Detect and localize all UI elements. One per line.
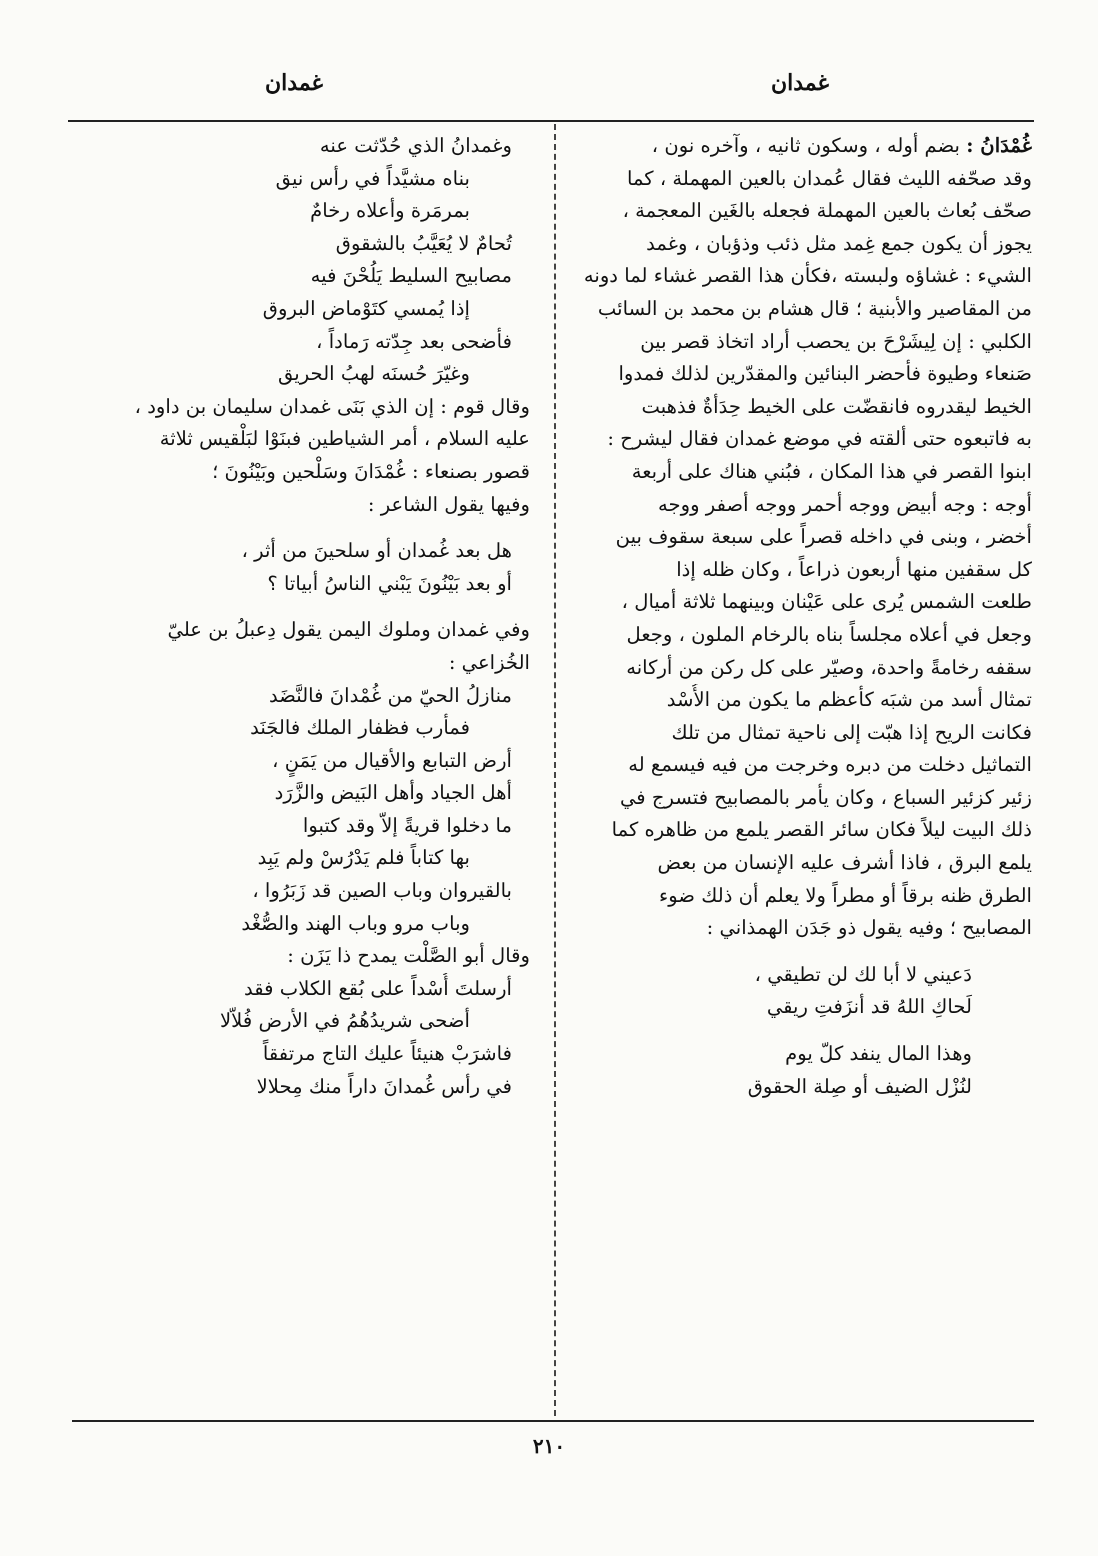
poem-line: فمأرب فظفار الملك فالجَنَد [250,716,470,740]
body-line: يجوز أن يكون جمع غِمد مثل ذئب وذؤبان ، وغمد [646,231,1032,255]
poem-line: وغيّرَ حُسنَه لهبُ الحريق [277,362,470,386]
footer-rule [72,1420,1034,1422]
poem-line: بالقيروان وباب الصين قد زَبَرُوا ، [252,879,512,903]
entry-line [570,130,1032,163]
poem-line: أو بعد بَيْنُونَ يَبْني الناسُ أبياتا ؟ [267,571,512,595]
body-line: وقال أبو الصَّلْت يمدح ذا يَزَن : [287,944,530,968]
entry-headword: غُمْدَانُ : [966,134,1032,157]
poem-line: فاشرَبْ هنيئاً عليك التاج مرتفقاً [262,1042,512,1066]
body-line: الشيء : غشاؤه ولبسته ،فكأن هذا القصر غشاء لما دونه [583,264,1032,288]
body-line: ذلك البيت ليلاً فكان سائر القصر يلمع من ظاهره كما [611,818,1032,842]
body-line: صحّف بُعاث بالعين المهملة فجعله بالغَين المعجمة ، [622,199,1032,223]
poem-line: بناه مشيَّداً في رأس نيق [275,166,470,190]
running-head-right: غمدان [770,70,830,96]
body-line: وفيها يقول الشاعر : [367,492,530,516]
spacer [78,521,530,535]
poem-line: في رأس غُمدانَ داراً منك مِحلالا [256,1074,512,1098]
spacer [570,1024,1032,1038]
poem-line: دَعيني لا أبا لك لن تطيقي ، [754,962,972,986]
poem-line: أضحى شريدُهُمُ في الأرض فُلاّلا [219,1009,470,1033]
poem-line: فأضحى بعد جِدّته رَماداً ، [316,329,512,353]
body-line: عليه السلام ، أمر الشياطين فبنَوْا لبَلْقيس ثلاثة [159,427,530,451]
poem-line: ما دخلوا قريةً إلاّ وقد كتبوا [302,813,512,837]
body-line: طلعت الشمس يُرى على عَيْنان وبينهما ثلاثة أميال ، [621,590,1032,614]
poem-line: تُحامٌ لا يُعَيَّبُ بالشقوق [335,231,512,255]
poem-line: بمرمَرة وأعلاه رخامٌ [310,199,470,223]
page-number: ٢١٠ [532,1434,566,1458]
body-line: ابنوا القصر في هذا المكان ، فبُني هناك على أربعة [631,459,1032,483]
body-line: المصابيح ؛ وفيه يقول ذو جَدَن الهمذاني : [706,916,1032,940]
body-line: وقد صحّفه الليث فقال عُمدان بالعين المهملة ، كما [626,166,1032,190]
body-line: كل سقفين منها أربعون ذراعاً ، وكان ظله إذا [676,557,1032,581]
body-line: فكانت الريح إذا هبّت إلى ناحية تمثال من تلك [671,720,1032,744]
poem-line: لنُزْل الضيف أو صِلة الحقوق [747,1074,972,1098]
body-line: من المقاصير والأبنية ؛ قال هشام بن محمد بن السائب [597,296,1032,320]
body-line: وجعل في أعلاه مجلساً بناه بالرخام الملون ، وجعل [626,622,1032,646]
body-line: وقال قوم : إن الذي بَنَى غمدان سليمان بن داود ، [134,394,530,418]
body-line: تمثال أسد من شبَه كأعظم ما يكون من الأُسْد [666,688,1032,712]
body-line: قصور بصنعاء : غُمْدَانَ وسَلْحين وبَيْنُونَ ؛ [212,459,530,483]
spacer [78,600,530,614]
body-line: زئير كزئير السباع ، وكان يأمر بالمصابيح فتسرج في [619,785,1032,809]
poem-line: أرسلتَ أُسْداً على بُقع الكلاب فقد [243,976,512,1000]
poem-line: لَحاكِ اللهُ قد أنزَفتِ ريقي [766,995,972,1019]
body-line: وفي غمدان وملوك اليمن يقول دِعبلُ بن عليّ [167,618,530,642]
poem-line: وغمدانُ الذي حُدّثت عنه [319,134,512,157]
poem-line: مصابيح السليط يَلُحْنَ فيه [310,264,512,288]
body-line: الخُزاعي : [448,650,530,674]
body-line: سقفه رخامةً واحدة، وصيّر على كل ركن من أركانه [626,655,1032,679]
body-line: صَنعاء وطيوة فأحضر البنائين والمقدّرين لذلك فمدوا [618,362,1032,386]
body-line: أخضر ، وبنى في داخله قصراً على سبعة سقوف بين [615,525,1032,549]
body-line: الخيط ليقدروه فانقضّت على الخيط حِدَأةٌ فذهبت [641,394,1032,418]
body-line: الكلبي : إن لِيشَرْحَ بن يحصب أراد اتخاذ قصر بين [640,329,1032,353]
poem-line: بها كتاباً فلم يَدْرُسْ ولم يَبِد [257,846,470,870]
header-rule [68,120,1034,122]
body-line: به فاتبعوه حتى ألقته في موضع غمدان فقال ليشرح : [607,427,1032,451]
poem-line: وباب مرو وباب الهند والصُّغْد [241,911,470,935]
poem-line: هل بعد غُمدان أو سلحينَ من أثر ، [241,539,512,563]
body-line: أوجه : وجه أبيض ووجه أحمر ووجه أصفر ووجه [658,492,1032,516]
left-column [78,130,530,1103]
body-line: التماثيل دخلت من دبره وخرجت من فيه فيسمع له [628,753,1032,777]
entry-line-text: بضم أوله ، وسكون ثانيه ، وآخره نون ، [651,134,961,157]
right-column [570,130,1032,1103]
poem-line: منازلُ الحيّ من غُمْدانَ فالنَّضَد [269,683,512,707]
poem-line: أهل الجياد وأهل البَيض والزَّرَد [274,781,512,805]
poem-line: أرض التبابع والأقيال من يَمَنٍ ، [272,748,512,772]
body-line: الطرق ظنه برقاً أو مطراً ولا يعلم أن ذلك ضوء [659,883,1032,907]
poem-line: وهذا المال ينفد كلّ يوم [785,1042,972,1066]
column-divider [554,124,556,1416]
body-line: يلمع البرق ، فاذا أشرف عليه الإنسان من بعض [657,851,1032,875]
poem-line: إذا يُمسي كتَوْماض البروق [262,296,470,320]
spacer [570,945,1032,959]
running-head-left: غمدان [264,70,324,96]
